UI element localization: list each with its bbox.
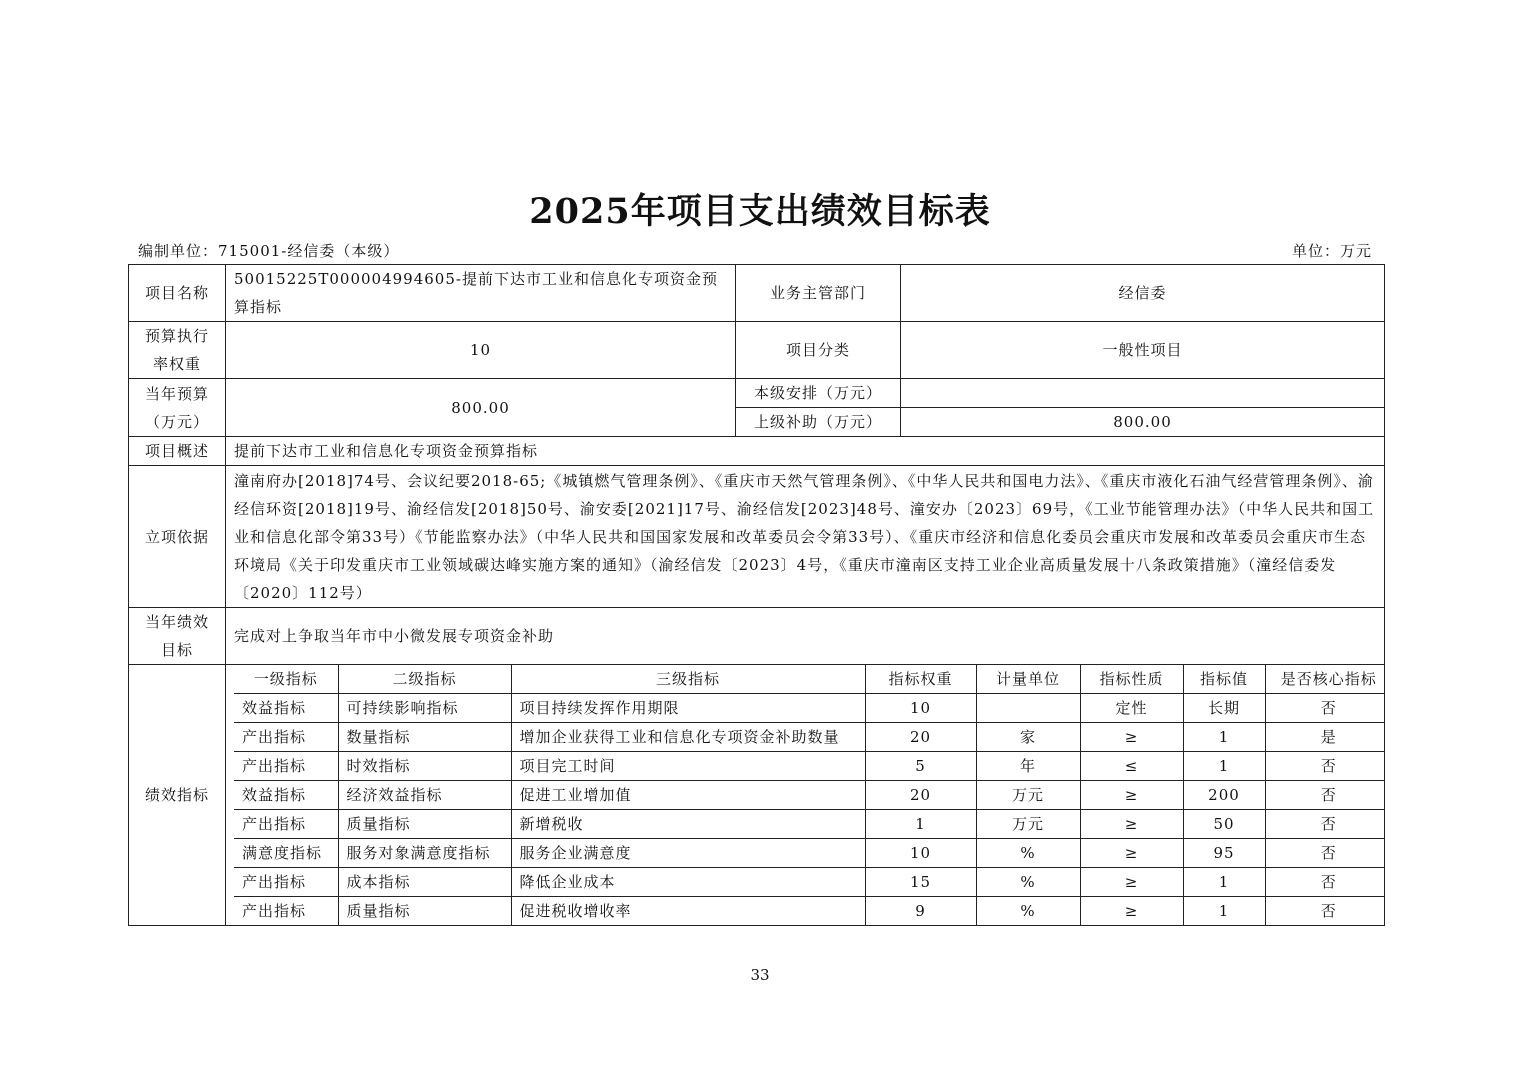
cell-nature: ≥ [1080,839,1183,868]
table-row [234,868,1385,897]
budget-label-line1: 当年预算 [144,384,209,403]
indicators-body [234,665,1385,925]
upper-subsidy-value: 800.00 [901,408,1385,437]
cell-level1: 产出指标 [234,752,338,781]
cell-value: 1 [1183,723,1265,752]
compiling-unit-label: 编制单位： [138,242,219,260]
header-nature: 指标性质 [1080,665,1183,694]
cell-level2: 成本指标 [338,868,511,897]
cell-level1: 效益指标 [234,781,338,810]
cell-level1: 产出指标 [234,810,338,839]
cell-nature: ≥ [1080,781,1183,810]
cell-core: 是 [1265,723,1385,752]
cell-nature: ≥ [1080,810,1183,839]
goal-label-line1: 当年绩效 [144,613,209,631]
cell-level2: 数量指标 [338,723,511,752]
basis-label: 立项依据 [129,466,226,608]
cell-level3: 促进工业增加值 [511,781,865,810]
table-row [234,897,1385,926]
compiling-unit [138,240,399,261]
cell-unit: % [976,839,1080,868]
cell-level3: 增加企业获得工业和信息化专项资金补助数量 [511,723,865,752]
cell-nature: ≤ [1080,752,1183,781]
cell-nature: ≥ [1080,897,1183,926]
page-number: 33 [750,966,770,984]
cell-level3: 服务企业满意度 [511,839,865,868]
category-label: 项目分类 [736,322,901,379]
cell-level3: 降低企业成本 [511,868,865,897]
cell-level2: 时效指标 [338,752,511,781]
compiling-unit-value: 715001-经信委（本级） [218,242,400,260]
header-level1: 一级指标 [253,670,318,688]
cell-nature: 定性 [1080,694,1183,723]
currency-unit: 单位：万元 [1291,242,1372,260]
table-row [234,839,1385,868]
header-core: 是否核心指标 [1265,665,1385,694]
cell-level3: 促进税收增收率 [511,897,865,926]
cell-level3: 项目持续发挥作用期限 [511,694,865,723]
indicators-table [234,665,1385,925]
header-value: 指标值 [1183,665,1265,694]
cell-core: 否 [1265,781,1385,810]
header-unit: 计量单位 [976,665,1080,694]
cell-value: 95 [1183,839,1265,868]
cell-unit: % [976,897,1080,926]
table-row [234,723,1385,752]
local-budget-label: 本级安排（万元） [736,379,901,408]
project-name-value: 50015225T000004994605-提前下达市工业和信息化专项资金预算指标 [226,265,736,322]
cell-level3: 项目完工时间 [511,752,865,781]
budget-label [129,379,226,437]
cell-value: 1 [1183,897,1265,926]
cell-core: 否 [1265,694,1385,723]
header-weight: 指标权重 [865,665,976,694]
cell-value: 200 [1183,781,1265,810]
indicators-label: 绩效指标 [129,665,226,926]
cell-value: 长期 [1183,694,1265,723]
cell-weight: 10 [865,839,976,868]
cell-level1: 产出指标 [234,868,338,897]
header-level3: 三级指标 [511,665,865,694]
overview-label: 项目概述 [129,437,226,466]
cell-level2: 经济效益指标 [338,781,511,810]
header-level2: 二级指标 [338,665,511,694]
budget-label-line2: （万元） [144,412,209,431]
goal-label-line2: 目标 [160,641,193,659]
project-name-label: 项目名称 [129,265,226,322]
table-row [234,752,1385,781]
goal-label [129,608,226,665]
local-budget-value [901,379,1385,408]
performance-target-table [128,264,1385,926]
cell-core: 否 [1265,839,1385,868]
dept-value: 经信委 [901,265,1385,322]
cell-value: 50 [1183,810,1265,839]
indicators-cell [226,665,1385,926]
cell-level1: 满意度指标 [234,839,338,868]
cell-weight: 5 [865,752,976,781]
cell-weight: 1 [865,810,976,839]
cell-weight: 15 [865,868,976,897]
table-row [234,694,1385,723]
basis-value: 潼南府办[2018]74号、会议纪要2018-65;《城镇燃气管理条例》、《重庆市天然气管理条例》、《中华人民共和国电力法》、《重庆市液化石油气经营管理条例》、渝经信环资[2018]19号、渝经信发[2018]50号、渝安委[2021]17号、渝经信发[2023]48号、潼安办〔2023〕69号，《工业节能管理办法》（中华人民共和国工业和信息化部令第33号）《节能监察办法》（中华人民共和国国家发展和改革委员会令第33号）、《重庆市经济和信息化委员会重庆市发展和改革委员会重庆市生态环境局《关于印发重庆市工业领域碳达峰实施方案的通知》（渝经信发〔2023〕4号，《重庆市潼南区支持工业企业高质量发展十八条政策措施》（潼经信委发〔2020〕112号） [226,466,1385,608]
cell-unit: 家 [976,723,1080,752]
table-row [234,781,1385,810]
cell-nature: ≥ [1080,723,1183,752]
cell-unit: 万元 [976,810,1080,839]
table-row [234,810,1385,839]
cell-unit [976,694,1080,723]
cell-core: 否 [1265,897,1385,926]
cell-level1: 效益指标 [234,694,338,723]
cell-level1: 产出指标 [234,723,338,752]
overview-value: 提前下达市工业和信息化专项资金预算指标 [226,437,1385,466]
weight-label-line1: 预算执行 [144,327,209,345]
cell-core: 否 [1265,868,1385,897]
cell-level1: 产出指标 [234,897,338,926]
weight-value: 10 [226,322,736,379]
cell-weight: 20 [865,723,976,752]
cell-weight: 10 [865,694,976,723]
cell-unit: % [976,868,1080,897]
weight-label [129,322,226,379]
cell-core: 否 [1265,810,1385,839]
cell-value: 1 [1183,752,1265,781]
category-value: 一般性项目 [901,322,1385,379]
cell-core: 否 [1265,752,1385,781]
weight-label-line2: 率权重 [152,355,201,373]
cell-unit: 万元 [976,781,1080,810]
budget-value: 800.00 [226,379,736,437]
upper-subsidy-label: 上级补助（万元） [736,408,901,437]
cell-weight: 20 [865,781,976,810]
dept-label: 业务主管部门 [736,265,901,322]
cell-weight: 9 [865,897,976,926]
cell-unit: 年 [976,752,1080,781]
page-title: 2025年项目支出绩效目标表 [529,191,991,232]
cell-level2: 可持续影响指标 [338,694,511,723]
cell-level3: 新增税收 [511,810,865,839]
cell-level2: 质量指标 [338,810,511,839]
cell-level2: 服务对象满意度指标 [338,839,511,868]
cell-value: 1 [1183,868,1265,897]
goal-value: 完成对上争取当年市中小微发展专项资金补助 [226,608,1385,665]
cell-level2: 质量指标 [338,897,511,926]
indicators-header-row [234,665,1385,694]
cell-nature: ≥ [1080,868,1183,897]
